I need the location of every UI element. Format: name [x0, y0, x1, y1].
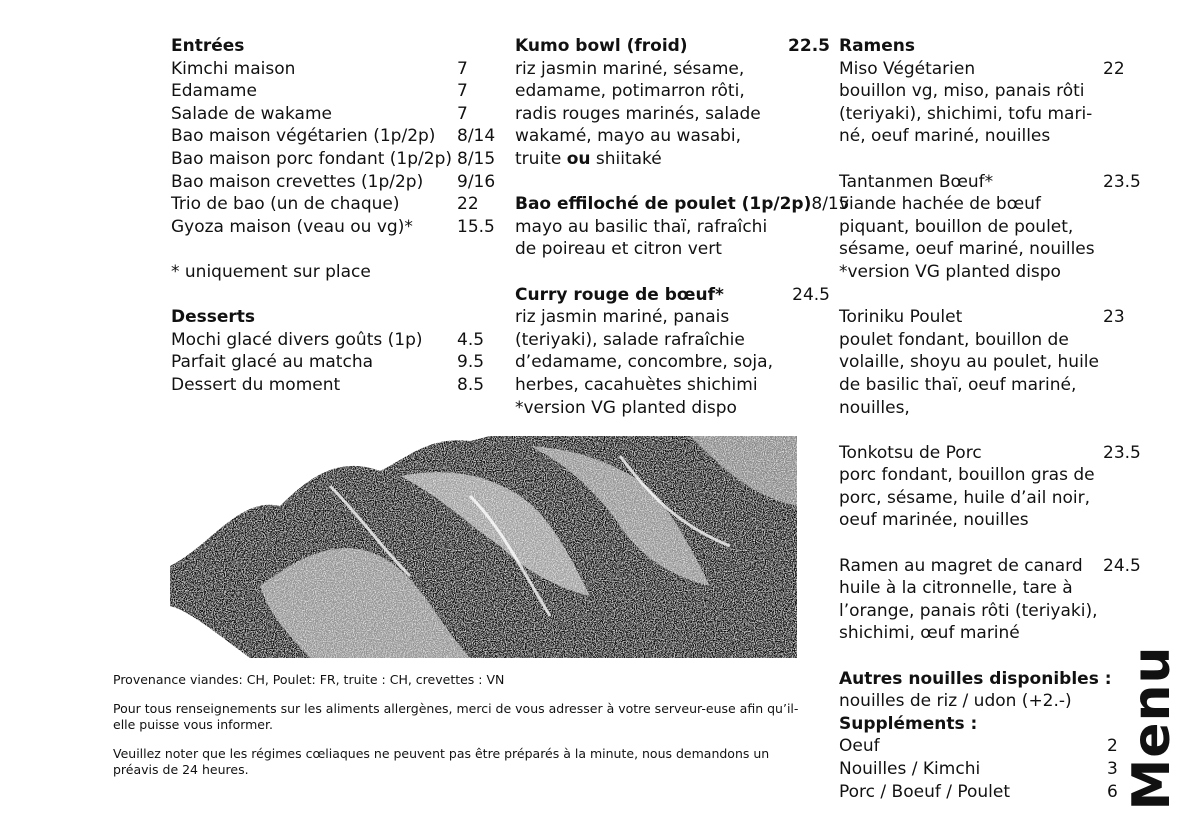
dish-header — [515, 193, 850, 216]
ramen-desc-line: bouillon vg, miso, panais rôti — [839, 81, 1085, 102]
dish-desc-line: de poireau et citron vert — [515, 239, 722, 260]
ramen-desc-line: (teriyaki), shichimi, tofu mari- — [839, 103, 1093, 124]
dish-desc-line: herbes, cacahuètes shichimi — [515, 374, 758, 395]
item-price: 8/14 — [457, 126, 496, 147]
dish-price: 22.5 — [788, 36, 830, 56]
section-title-ramens: Ramens — [839, 36, 916, 56]
ramen-desc-line: né, oeuf mariné, nouilles — [839, 126, 1051, 147]
item-name: Edamame — [171, 81, 257, 102]
ramen-desc-line: piquant, bouillon de poulet, — [839, 216, 1074, 237]
supplement-price: 2 — [1107, 736, 1118, 757]
item-name: Mochi glacé divers goûts (1p) — [171, 329, 423, 350]
ramen-desc-line: oeuf marinée, nouilles — [839, 510, 1029, 531]
dish-header — [515, 284, 830, 307]
item-price: 9/16 — [457, 171, 496, 192]
ramen-price: 23.5 — [1103, 171, 1141, 192]
ramen-header — [839, 306, 1139, 329]
item-price: 15.5 — [457, 216, 495, 237]
ramen-desc-line: poulet fondant, bouillon de — [839, 329, 1069, 350]
dish-header — [515, 35, 830, 58]
provenance-note: Provenance viandes: CH, Poulet: FR, truite : CH, crevettes : VN — [113, 672, 505, 687]
vertical-menu-title — [1122, 644, 1182, 811]
ramen-header — [839, 442, 1139, 465]
item-price: 8.5 — [457, 374, 485, 395]
middle-column — [515, 35, 850, 419]
ramen-desc-line: l’orange, panais rôti (teriyaki), — [839, 600, 1098, 621]
dish-price: 8/15 — [811, 194, 850, 215]
desc-text: truite — [515, 148, 567, 169]
section-title-supplements: Suppléments : — [839, 713, 978, 734]
ramen-header — [839, 171, 1139, 194]
dish-desc-line: mayo au basilic thaï, rafraîchi — [515, 216, 768, 237]
menu-item — [171, 374, 506, 397]
section-title-autres-nouilles: Autres nouilles disponibles : — [839, 668, 1112, 689]
item-name: Trio de bao (un de chaque) — [171, 194, 400, 215]
menu-item — [171, 58, 506, 81]
dish-desc-line — [515, 148, 830, 171]
item-price: 7 — [457, 58, 468, 79]
left-column — [171, 35, 506, 397]
ramen-desc-line: huile à la citronnelle, tare à — [839, 578, 1073, 599]
dish-name: Kumo bowl (froid) — [515, 36, 688, 56]
item-price: 22 — [457, 194, 479, 215]
autres-nouilles-text: nouilles de riz / udon (+2.-) — [839, 691, 1072, 712]
ramen-desc-line: porc fondant, bouillon gras de — [839, 465, 1095, 486]
coeliac-note: Veuillez noter que les régimes cœliaques ne peuvent pas être préparés à la minute, nous demandons un préavis de 24 heures. — [113, 746, 770, 777]
dish-desc-line: edamame, potimarron rôti, — [515, 81, 745, 102]
ramen-name: Miso Végétarien — [839, 58, 976, 79]
supplement-price: 3 — [1107, 759, 1118, 779]
ramen-price: 22 — [1103, 58, 1125, 79]
dish-desc-line: riz jasmin mariné, panais — [515, 307, 730, 328]
item-name: Parfait glacé au matcha — [171, 352, 374, 373]
item-price: 8/15 — [457, 148, 496, 169]
ramen-magret — [839, 555, 1139, 645]
supplement-name: Nouilles / Kimchi — [839, 759, 981, 779]
menu-title-text: Menu — [1122, 644, 1182, 811]
desc-or: ou — [566, 148, 591, 169]
supplement-name: Oeuf — [839, 736, 880, 757]
ramen-desc-line: shichimi, œuf mariné — [839, 623, 1020, 644]
item-name: Kimchi maison — [171, 58, 296, 79]
dish-name: Bao effiloché de poulet (1p/2p) — [515, 194, 812, 215]
ramen-toriniku — [839, 306, 1139, 419]
menu-item — [171, 216, 506, 239]
menu-item — [171, 125, 506, 148]
ramen-desc-line: *version VG planted dispo — [839, 261, 1061, 282]
dish-bao-poulet — [515, 193, 850, 261]
item-name: Bao maison crevettes (1p/2p) — [171, 171, 424, 192]
menu-item — [171, 351, 506, 374]
supplement-item — [839, 735, 1139, 758]
supplement-item — [839, 781, 1139, 804]
item-name: Dessert du moment — [171, 374, 341, 395]
section-title-entrees: Entrées — [171, 36, 245, 56]
entrees-list — [171, 58, 506, 239]
item-price: 4.5 — [457, 329, 485, 350]
mountain-texture-icon — [170, 436, 797, 658]
dish-kumo-bowl — [515, 35, 830, 171]
dish-name: Curry rouge de bœuf* — [515, 284, 724, 305]
ramen-header — [839, 555, 1139, 578]
ramen-name: Tantanmen Bœuf* — [839, 171, 994, 192]
item-name: Gyoza maison (veau ou vg)* — [171, 216, 413, 237]
ramen-desc-line: porc, sésame, huile d’ail noir, — [839, 487, 1090, 508]
dish-desc-line: wakamé, mayo au wasabi, — [515, 126, 742, 147]
section-title-desserts: Desserts — [171, 307, 256, 328]
item-name: Bao maison végétarien (1p/2p) — [171, 126, 436, 147]
dish-desc-line: riz jasmin mariné, sésame, — [515, 58, 745, 79]
ramen-name: Toriniku Poulet — [839, 307, 963, 328]
supplement-item — [839, 758, 1139, 781]
dish-desc-line: d’edamame, concombre, soja, — [515, 352, 773, 373]
dish-price: 24.5 — [792, 284, 830, 305]
ramen-price: 23.5 — [1103, 442, 1141, 463]
ramen-desc-line: sésame, oeuf mariné, nouilles — [839, 239, 1095, 260]
item-price: 7 — [457, 81, 468, 102]
ramen-desc-line: viande hachée de bœuf — [839, 194, 1041, 215]
footer-notes — [113, 672, 813, 791]
ramen-name: Ramen au magret de canard — [839, 555, 1083, 576]
ramen-desc-line: volaille, shoyu au poulet, huile — [839, 352, 1099, 373]
desserts-list — [171, 329, 506, 397]
item-name: Bao maison porc fondant (1p/2p) — [171, 148, 452, 169]
ramen-price: 24.5 — [1103, 555, 1141, 576]
ramen-desc-line: de basilic thaï, oeuf mariné, — [839, 374, 1077, 395]
item-price: 7 — [457, 103, 468, 124]
menu-item — [171, 103, 506, 126]
ramen-name: Tonkotsu de Porc — [839, 442, 982, 463]
ramen-tonkotsu — [839, 442, 1139, 532]
dish-desc-line: radis rouges marinés, salade — [515, 103, 761, 124]
dish-curry-rouge — [515, 284, 830, 420]
menu-item — [171, 193, 506, 216]
dish-desc-line: *version VG planted dispo — [515, 397, 737, 418]
menu-item — [171, 148, 506, 171]
item-name: Salade de wakame — [171, 103, 332, 124]
supplement-price: 6 — [1107, 781, 1118, 802]
ramen-miso — [839, 58, 1139, 148]
onsite-note: * uniquement sur place — [171, 261, 371, 282]
menu-item — [171, 80, 506, 103]
menu-item — [171, 171, 506, 194]
ramen-price: 23 — [1103, 307, 1125, 328]
ramen-header — [839, 58, 1139, 81]
menu-item — [171, 329, 506, 352]
supplement-name: Porc / Boeuf / Poulet — [839, 781, 1011, 802]
ramen-desc-line: nouilles, — [839, 397, 910, 418]
right-column — [839, 35, 1139, 803]
allergens-note: Pour tous renseignements sur les aliments allergènes, merci de vous adresser à votre serveur-euse afin qu’il-elle puisse vous informer. — [113, 701, 799, 732]
desc-text: shiitaké — [590, 148, 662, 169]
ramen-tantanmen — [839, 171, 1139, 284]
item-price: 9.5 — [457, 352, 485, 373]
dish-desc-line: (teriyaki), salade rafraîchie — [515, 329, 745, 350]
